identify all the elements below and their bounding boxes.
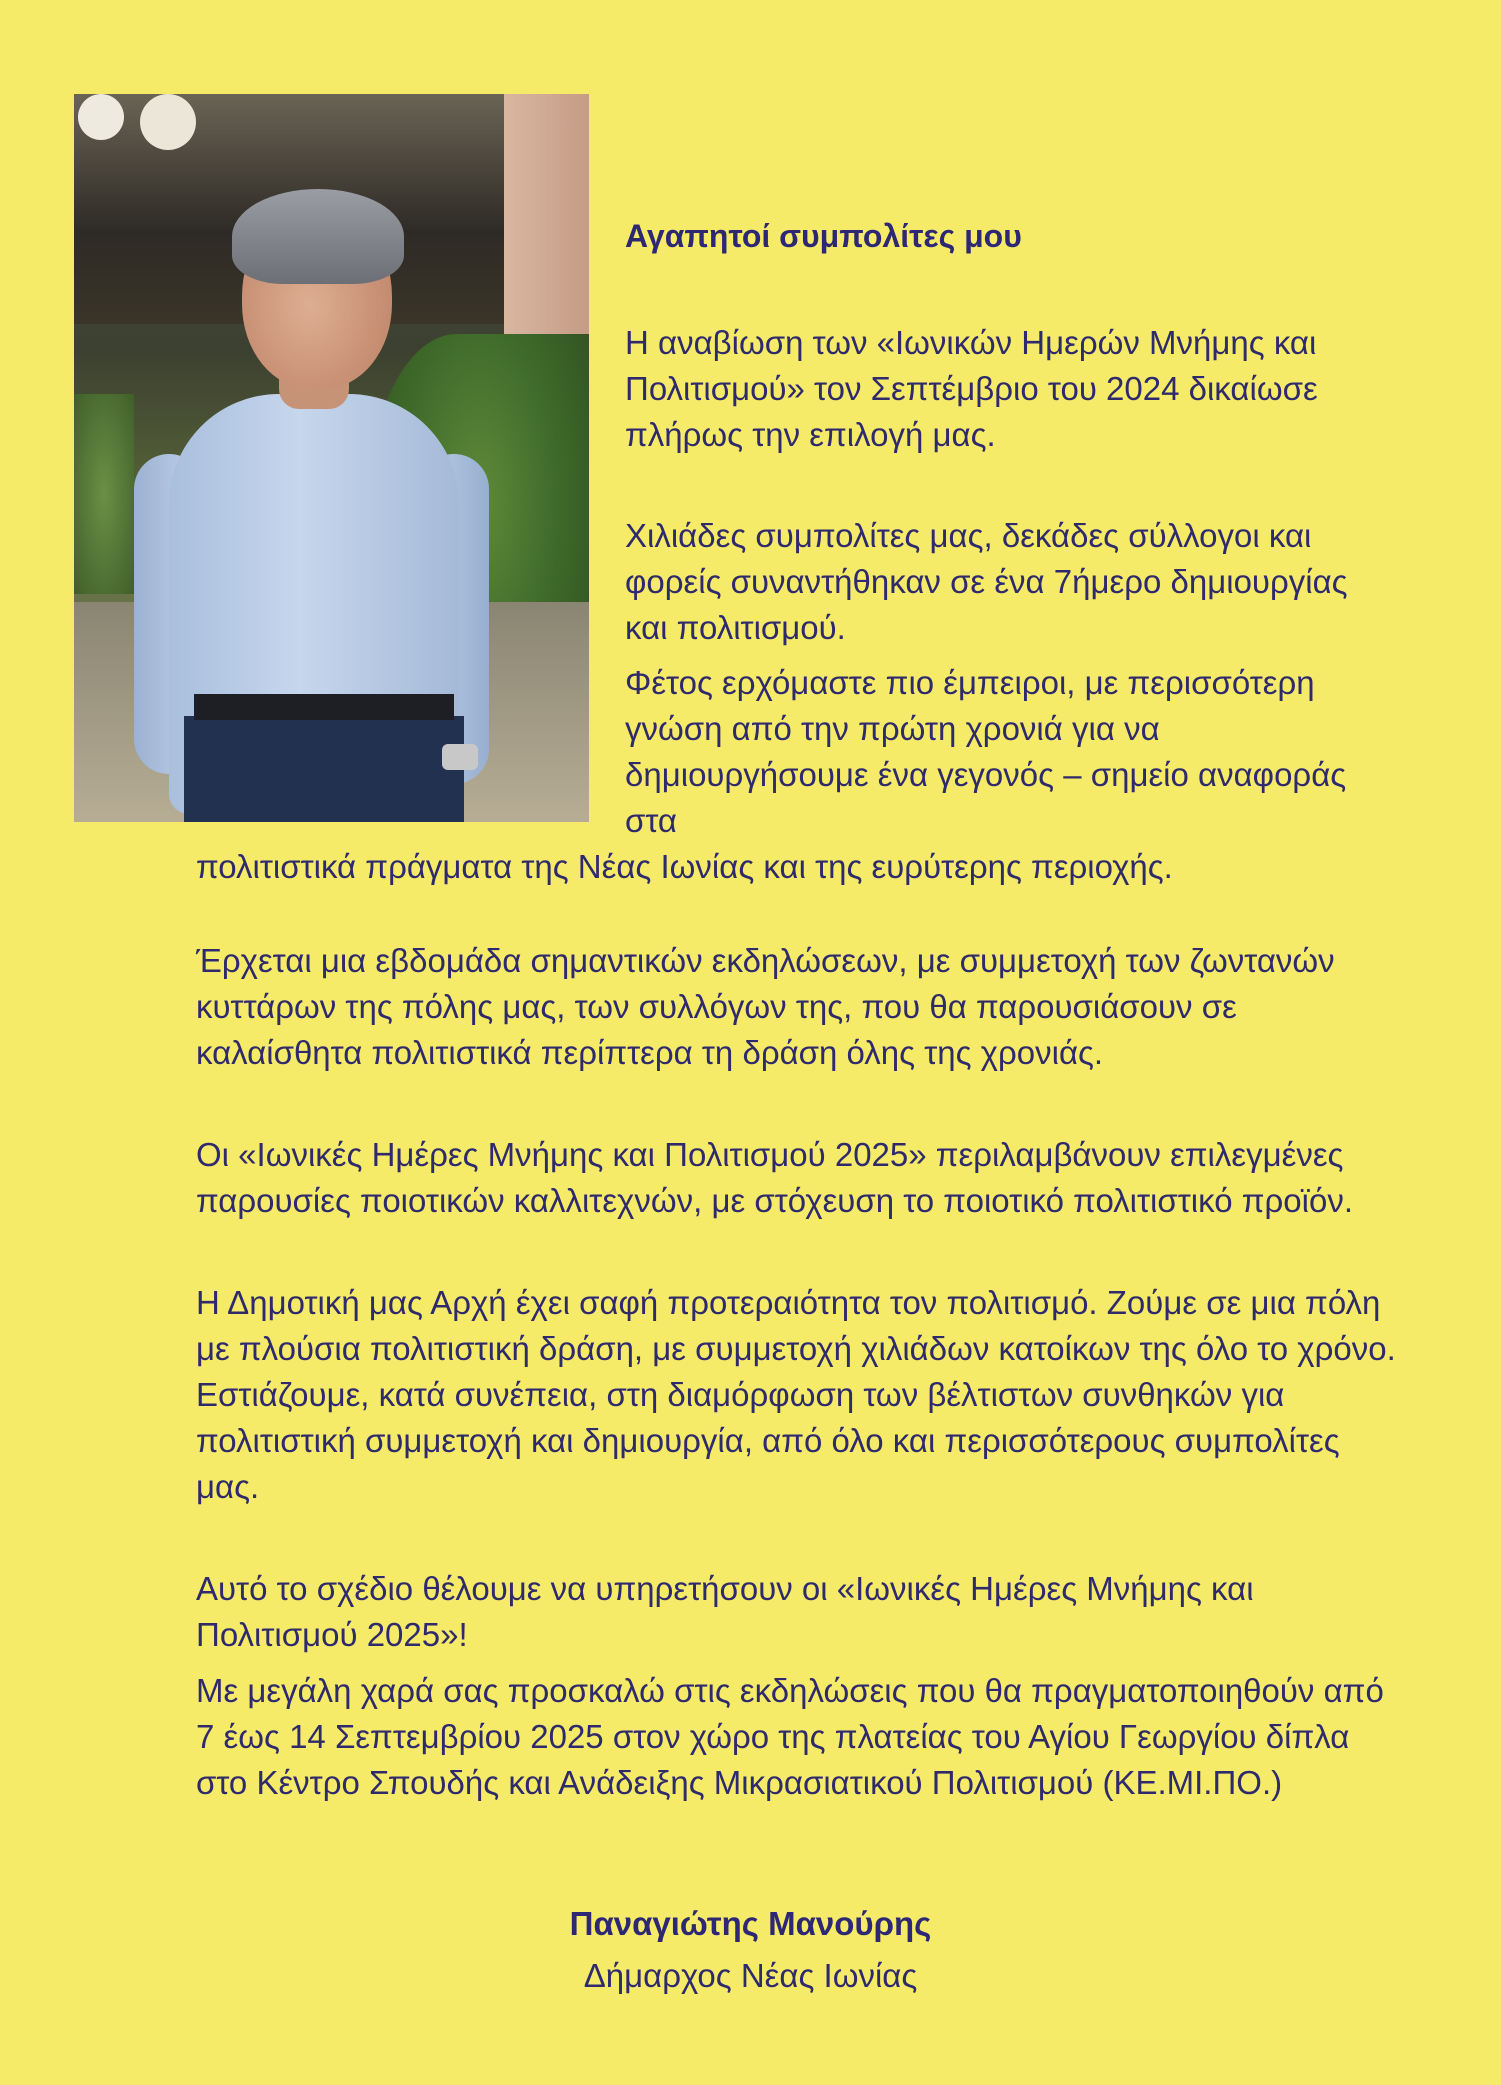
signature-role: Δήμαρχος Νέας Ιωνίας <box>583 1957 918 1994</box>
letter-paragraph: Χιλιάδες συμπολίτες μας, δεκάδες σύλλογοι και φορείς συναντήθηκαν σε ένα 7ήμερο δημιουργίας και πολιτισμού. <box>625 517 1348 646</box>
mayor-portrait-photo <box>74 94 589 822</box>
photo-person-hair <box>232 189 404 284</box>
photo-street-lamp <box>140 94 196 150</box>
letter-paragraph: Φέτος ερχόμαστε πιο έμπειροι, με περισσότερη γνώση από την πρώτη χρονιά για να δημιουργήσουμε ένα γεγονός – σημείο αναφοράς στα <box>625 664 1347 839</box>
letter-paragraph: Η αναβίωση των «Ιωνικών Ημερών Μνήμης και Πολιτισμού» τον Σεπτέμβριο του 2024 δικαίωσε πλήρως την επιλογή μας. <box>625 324 1318 453</box>
photo-person-watch <box>442 744 478 770</box>
letter-paragraph: Οι «Ιωνικές Ημέρες Μνήμης και Πολιτισμού 2025» περιλαμβάνουν επιλεγμένες παρουσίες ποιοτικών καλλιτεχνών, με στόχευση το ποιοτικό πολιτιστικό προϊόν. <box>196 1136 1353 1219</box>
photo-person-trousers <box>184 716 464 822</box>
letter-greeting: Αγαπητοί συμπολίτες μου <box>625 218 1022 254</box>
photo-bush <box>74 394 134 594</box>
photo-street-lamp <box>78 94 124 140</box>
letter-paragraph: Αυτό το σχέδιο θέλουμε να υπηρετήσουν οι «Ιωνικές Ημέρες Μνήμης και Πολιτισμού 2025»! <box>196 1570 1254 1653</box>
letter-paragraph: Με μεγάλη χαρά σας προσκαλώ στις εκδηλώσεις που θα πραγματοποιηθούν από 7 έως 14 Σεπτεμβρίου 2025 στον χώρο της πλατείας του Αγίου Γεωργίου δίπλα στο Κέντρο Σπουδής και Ανάδειξης Μικρασιατικού Πολιτισμού (ΚΕ.ΜΙ.ΠΟ.) <box>196 1672 1384 1801</box>
signature-name: Παναγιώτης Μανούρης <box>569 1905 932 1942</box>
photo-person-belt <box>194 694 454 720</box>
letter-paragraph: Η Δημοτική μας Αρχή έχει σαφή προτεραιότητα τον πολιτισμό. Ζούμε σε μια πόλη με πλούσια πολιτιστική δράση, με συμμετοχή χιλιάδων κατοίκων της όλο το χρόνο. Εστιάζουμε, κατά συνέπεια, στη διαμόρφωση των βέλτιστων συνθηκών για πολιτιστική συμμετοχή και δημιουργία, από όλο και περισσότερους συμπολίτες μας. <box>196 1284 1396 1505</box>
letter-paragraph: Έρχεται μια εβδομάδα σημαντικών εκδηλώσεων, με συμμετοχή των ζωντανών κυττάρων της πόλης μας, των συλλόγων της, που θα παρουσιάσουν σε καλαίσθητα πολιτιστικά περίπτερα τη δράση όλης της χρονιάς. <box>196 942 1335 1071</box>
letter-paragraph: πολιτιστικά πράγματα της Νέας Ιωνίας και της ευρύτερης περιοχής. <box>196 848 1173 885</box>
